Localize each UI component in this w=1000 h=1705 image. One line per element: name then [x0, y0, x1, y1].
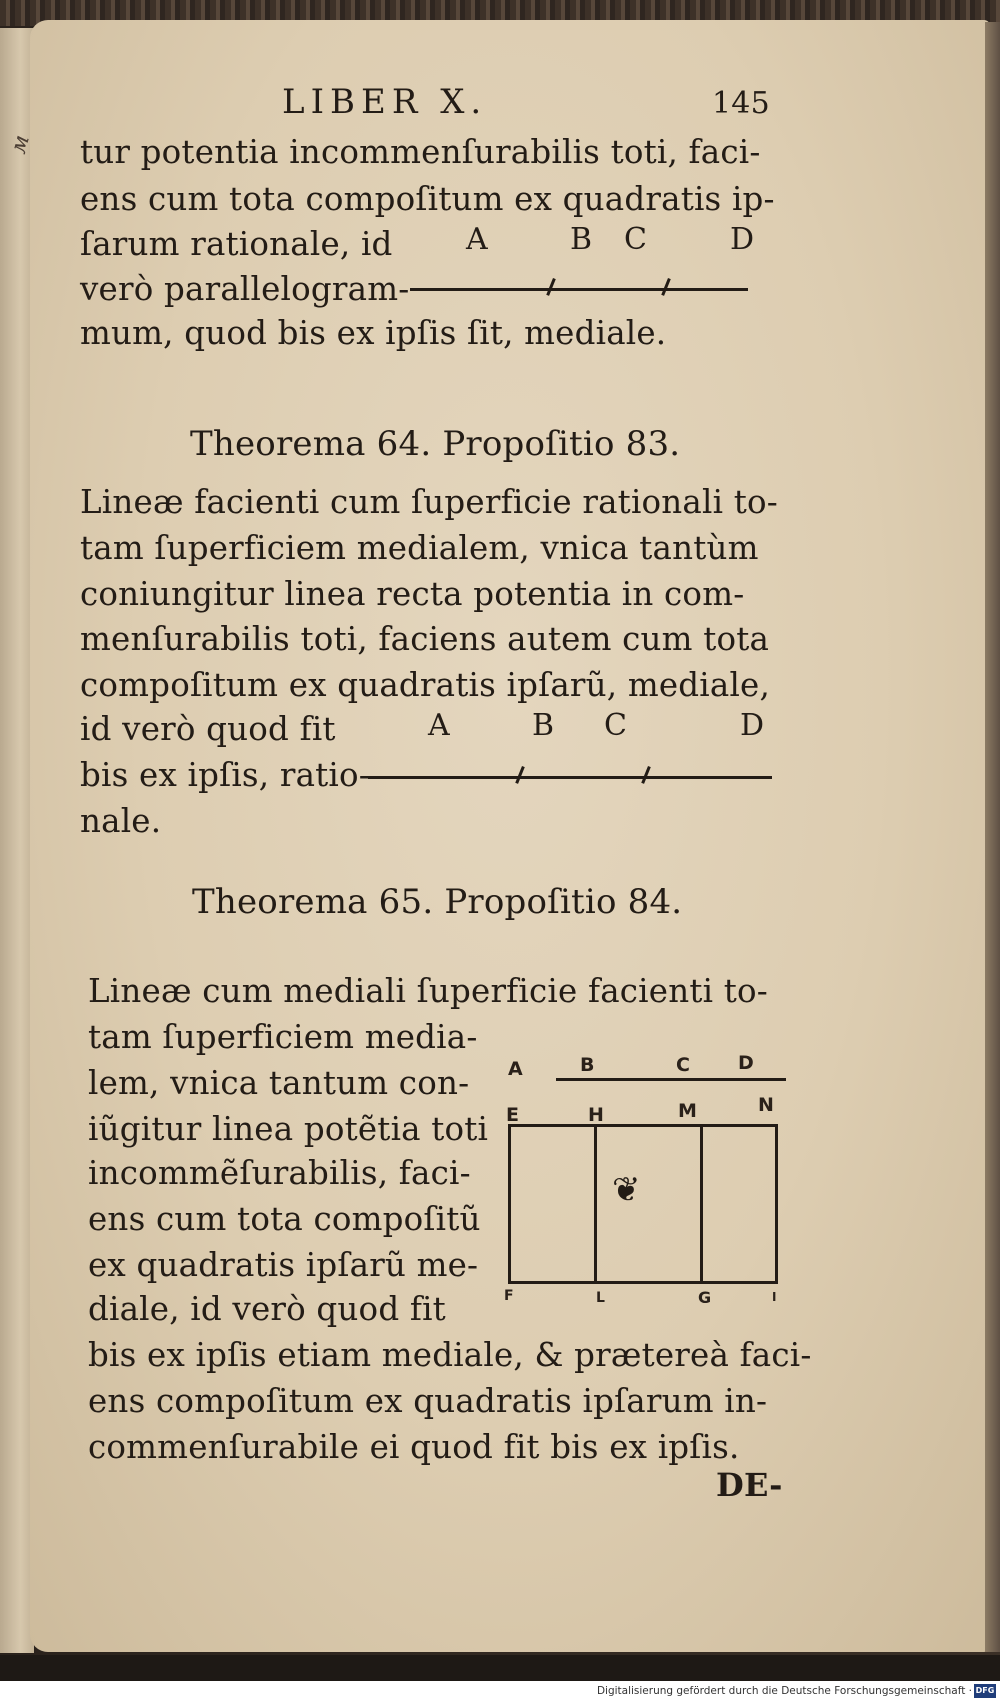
dfg-badge: DFG	[974, 1684, 996, 1698]
text-line: ens compoſitum ex quadratis ipſarum in-	[88, 1382, 768, 1420]
text-line: id verò quod fit	[80, 710, 336, 748]
text-line: coniungitur linea recta potentia in com-	[80, 575, 745, 613]
figure-label-h: H	[588, 1104, 605, 1126]
segment-label-c: C	[604, 708, 628, 743]
segment-label-d: D	[730, 222, 755, 257]
text-line: bis ex ipſis etiam mediale, & prætereà faci-	[88, 1336, 812, 1374]
segment-label-d: D	[740, 708, 765, 743]
text-line: tur potentia incommenſurabilis toti, faci-	[80, 133, 761, 171]
figure-label-d: D	[738, 1052, 754, 1074]
printer-flower-ornament-icon: ❦	[612, 1170, 641, 1210]
funding-credit: Digitalisierung gefördert durch die Deutsche Forschungsgemeinschaft ·	[596, 1685, 972, 1697]
text-line: Lineæ facienti cum ſuperficie rationali to-	[80, 483, 778, 521]
margin-fragment: м	[6, 132, 35, 157]
text-line: lem, vnica tantum con-	[88, 1064, 470, 1102]
theorem-heading: Theorema 65. Propoſitio 84.	[192, 882, 683, 922]
figure-label-c: C	[676, 1054, 691, 1076]
figure-line-segment	[556, 1078, 786, 1081]
rectangle-figure	[508, 1124, 778, 1284]
text-line: tam ſuperficiem media-	[88, 1018, 478, 1056]
text-line: mum, quod bis ex ipſis ſit, mediale.	[80, 314, 667, 352]
figure-label-m: M	[678, 1100, 698, 1122]
segment-label-a: A	[466, 222, 488, 257]
figure-label-f: F	[504, 1288, 514, 1304]
text-line: ſarum rationale, id	[80, 225, 393, 263]
figure-label-n: N	[758, 1094, 775, 1116]
figure-label-b: B	[580, 1054, 595, 1076]
catchword: DE-	[716, 1466, 783, 1504]
theorem-heading: Theorema 64. Propoſitio 83.	[190, 424, 681, 464]
text-line: Lineæ cum mediali ſuperficie facienti to-	[88, 972, 768, 1010]
text-line: ens cum tota compoſitum ex quadratis ip-	[80, 180, 775, 218]
text-line: diale, id verò quod fit	[88, 1290, 446, 1328]
figure-label-i: I	[772, 1290, 777, 1304]
segment-label-c: C	[624, 222, 648, 257]
figure-label-a: A	[508, 1058, 523, 1080]
text-line: incommẽſurabilis, faci-	[88, 1154, 471, 1192]
text-line: compoſitum ex quadratis ipſarũ, mediale,	[80, 666, 771, 704]
segment-label-a: A	[428, 708, 450, 743]
running-title: LIBER X.	[282, 82, 488, 122]
text-line: ens cum tota compoſitũ	[88, 1200, 481, 1238]
figure-label-e: E	[506, 1104, 520, 1126]
text-line: verò parallelogram-	[80, 270, 410, 308]
segment-label-b: B	[532, 708, 555, 743]
text-line: ex quadratis ipſarũ me-	[88, 1246, 479, 1284]
text-line: bis ex ipſis, ratio-	[80, 756, 370, 794]
figure-label-l: L	[596, 1290, 606, 1306]
text-line: nale.	[80, 802, 162, 840]
line-segment-figure	[368, 776, 772, 779]
text-line: tam ſuperficiem medialem, vnica tantùm	[80, 529, 759, 567]
figure-divider	[700, 1124, 703, 1284]
text-line: commenſurabile ei quod fit bis ex ipſis.	[88, 1428, 740, 1466]
line-segment-figure	[410, 288, 748, 291]
footer-bar	[0, 1655, 1000, 1681]
page-edge-right	[985, 22, 1000, 1652]
facing-page-edge	[0, 28, 34, 1653]
text-line: menſurabilis toti, faciens autem cum tota	[80, 620, 770, 658]
figure-divider	[594, 1126, 597, 1282]
figure-label-g: G	[698, 1288, 712, 1307]
segment-label-b: B	[570, 222, 593, 257]
page-number: 145	[712, 86, 770, 121]
text-line: iũgitur linea potẽtia toti	[88, 1110, 489, 1148]
